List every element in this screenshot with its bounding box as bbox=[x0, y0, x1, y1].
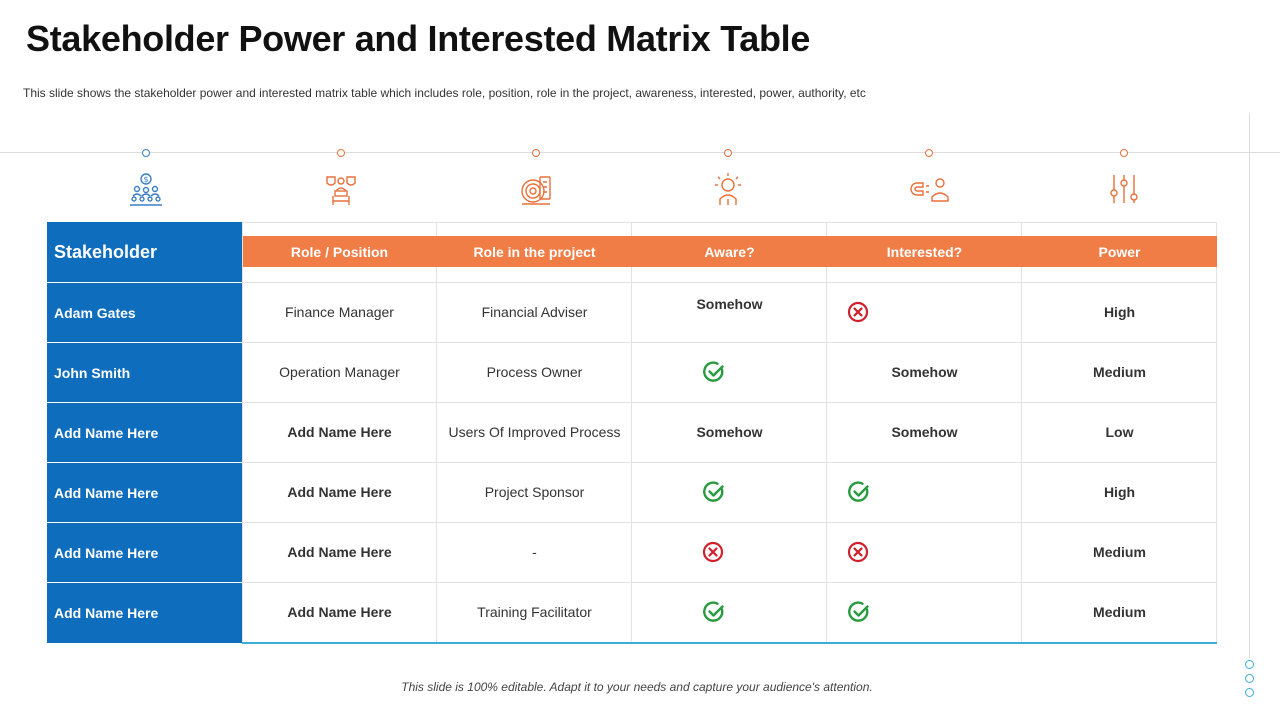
stakeholder-name: Add Name Here bbox=[47, 582, 242, 642]
footer-note: This slide is 100% editable. Adapt it to your needs and capture your audience's attention. bbox=[401, 680, 873, 694]
table-cell-power: Medium bbox=[1093, 364, 1146, 380]
sliders-settings-icon bbox=[1106, 171, 1142, 207]
table-cell-project-role: Process Owner bbox=[486, 364, 583, 380]
table-cell-role: Add Name Here bbox=[287, 484, 392, 500]
check-circle-icon bbox=[632, 582, 827, 642]
svg-text:$: $ bbox=[143, 175, 149, 184]
check-circle-icon bbox=[632, 462, 827, 522]
table-cell-power: Medium bbox=[1093, 544, 1146, 560]
table-cell-interested: Somehow bbox=[891, 364, 958, 380]
stakeholder-name: John Smith bbox=[47, 342, 242, 402]
check-circle-icon bbox=[827, 582, 1022, 642]
table-cell-aware: Somehow bbox=[696, 296, 763, 312]
check-circle-icon bbox=[632, 342, 827, 402]
pin-dot bbox=[1120, 149, 1128, 157]
table-cell-aware: Somehow bbox=[696, 424, 763, 440]
pin-dot bbox=[532, 149, 540, 157]
cross-circle-icon bbox=[847, 541, 869, 563]
stakeholder-header: Stakeholder bbox=[54, 241, 158, 262]
stakeholders-money-icon bbox=[128, 171, 164, 207]
idea-person-icon bbox=[710, 171, 746, 207]
table-cell-role: Add Name Here bbox=[287, 604, 392, 620]
table-cell-power: High bbox=[1103, 304, 1136, 320]
pin-dot bbox=[142, 149, 150, 157]
table-cell-project-role: Users Of Improved Process bbox=[448, 424, 621, 440]
table-bottom-accent bbox=[242, 642, 1217, 644]
pin-dot bbox=[724, 149, 732, 157]
cross-circle-icon bbox=[847, 301, 869, 323]
check-circle-icon bbox=[827, 462, 1022, 522]
column-header-aware: Aware? bbox=[704, 243, 755, 260]
column-header-interested: Interested? bbox=[886, 243, 963, 260]
slide-title: Stakeholder Power and Interested Matrix Table bbox=[26, 18, 811, 59]
pin-dot bbox=[337, 149, 345, 157]
check-circle-icon bbox=[702, 480, 726, 504]
pin-dot bbox=[925, 149, 933, 157]
icon-column-role bbox=[311, 149, 371, 207]
cross-circle-icon bbox=[632, 522, 827, 582]
check-circle-icon bbox=[702, 600, 726, 624]
table-cell-project-role: Training Facilitator bbox=[477, 604, 592, 620]
award-podium-icon bbox=[323, 171, 359, 207]
column-header-power: Power bbox=[1098, 243, 1141, 260]
cross-circle-icon bbox=[827, 282, 1022, 342]
icon-column-interested bbox=[899, 149, 959, 207]
stakeholder-name: Adam Gates bbox=[47, 282, 242, 342]
table-cell-role: Operation Manager bbox=[279, 364, 400, 380]
grid-line bbox=[242, 222, 1217, 223]
cross-circle-icon bbox=[702, 541, 724, 563]
slide-subtitle: This slide shows the stakeholder power and interested matrix table which includes role, position, role in the project, awareness, interested, power, authority, etc bbox=[23, 86, 866, 100]
check-circle-icon bbox=[702, 360, 726, 384]
table-cell-interested: Somehow bbox=[891, 424, 958, 440]
divider-line bbox=[0, 152, 1280, 153]
decor-dot bbox=[1245, 660, 1254, 669]
check-circle-icon bbox=[847, 480, 871, 504]
target-dollar-icon bbox=[518, 171, 554, 207]
stakeholder-name: Add Name Here bbox=[47, 462, 242, 522]
stakeholder-name: Add Name Here bbox=[47, 402, 242, 462]
cross-circle-icon bbox=[827, 522, 1022, 582]
table-cell-project-role: - bbox=[532, 544, 537, 560]
stakeholder-column bbox=[47, 222, 242, 643]
icon-column-aware bbox=[698, 149, 758, 207]
stakeholder-name: Add Name Here bbox=[47, 522, 242, 582]
magnet-attract-person-icon bbox=[909, 171, 949, 207]
table-cell-power: Medium bbox=[1093, 604, 1146, 620]
column-header-project-role: Role in the project bbox=[473, 243, 596, 260]
table-cell-power: High bbox=[1103, 484, 1136, 500]
table-cell-project-role: Project Sponsor bbox=[484, 484, 585, 500]
check-circle-icon bbox=[847, 600, 871, 624]
icon-column-power bbox=[1094, 149, 1154, 207]
table-cell-project-role: Financial Adviser bbox=[481, 304, 588, 320]
column-header-role: Role / Position bbox=[290, 243, 389, 260]
icon-column-stakeholder bbox=[116, 149, 176, 207]
table-cell-role: Add Name Here bbox=[287, 424, 392, 440]
icon-column-project bbox=[506, 149, 566, 207]
table-cell-power: Low bbox=[1105, 424, 1134, 440]
table-cell-role: Add Name Here bbox=[287, 544, 392, 560]
table-cell-role: Finance Manager bbox=[285, 304, 394, 320]
side-rule bbox=[1249, 113, 1250, 658]
